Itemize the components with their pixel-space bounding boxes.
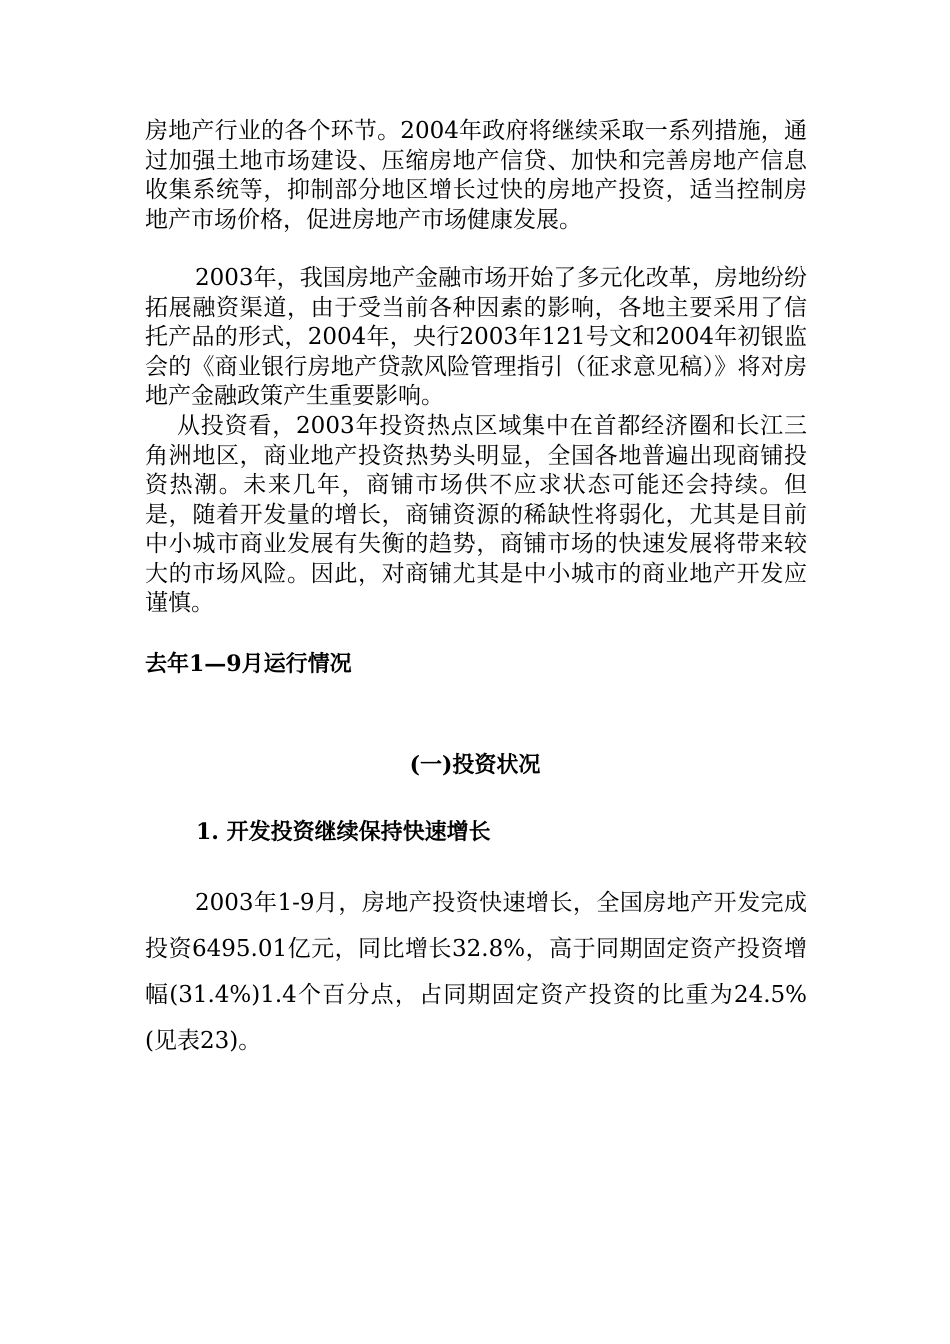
section-heading-investment: (一)投资状况 <box>409 752 541 778</box>
body-paragraph-2: 2003年，我国房地产金融市场开始了多元化改革，房地纷纷拓展融资渠道，由于受当前各种因素的影响，各地主要采用了信托产品的形式，2004年，央行2003年121号文和2004年初银监会的《商业银行房地产贷款风险管理指引（征求意见稿）》将对房地产金融政策产生重要影响。 <box>145 265 807 409</box>
subsection-heading-development: 1. 开发投资继续保持快速增长 <box>196 819 491 845</box>
section-heading-last-year: 去年1—9月运行情况 <box>145 651 352 677</box>
body-paragraph-1: 房地产行业的各个环节。2004年政府将继续采取一系列措施，通过加强土地市场建设、压缩房地产信贷、加快和完善房地产信息收集系统等，抑制部分地区增长过快的房地产投资，适当控制房地产市场价格，促进房地产市场健康发展。 <box>145 118 807 233</box>
body-paragraph-4: 2003年1-9月，房地产投资快速增长，全国房地产开发完成投资6495.01亿元，同比增长32.8%，高于同期固定资产投资增幅(31.4%)1.4个百分点，占同期固定资产投资的比重为24.5%(见表23)。 <box>145 890 807 1054</box>
body-paragraph-3: 从投资看，2003年投资热点区域集中在首都经济圈和长江三角洲地区，商业地产投资热势头明显，全国各地普遍出现商铺投资热潮。未来几年，商铺市场供不应求状态可能还会持续。但是，随着开发量的增长，商铺资源的稀缺性将弱化，尤其是目前中小城市商业发展有失衡的趋势，商铺市场的快速发展将带来较大的市场风险。因此，对商铺尤其是中小城市的商业地产开发应谨慎。 <box>145 413 807 616</box>
